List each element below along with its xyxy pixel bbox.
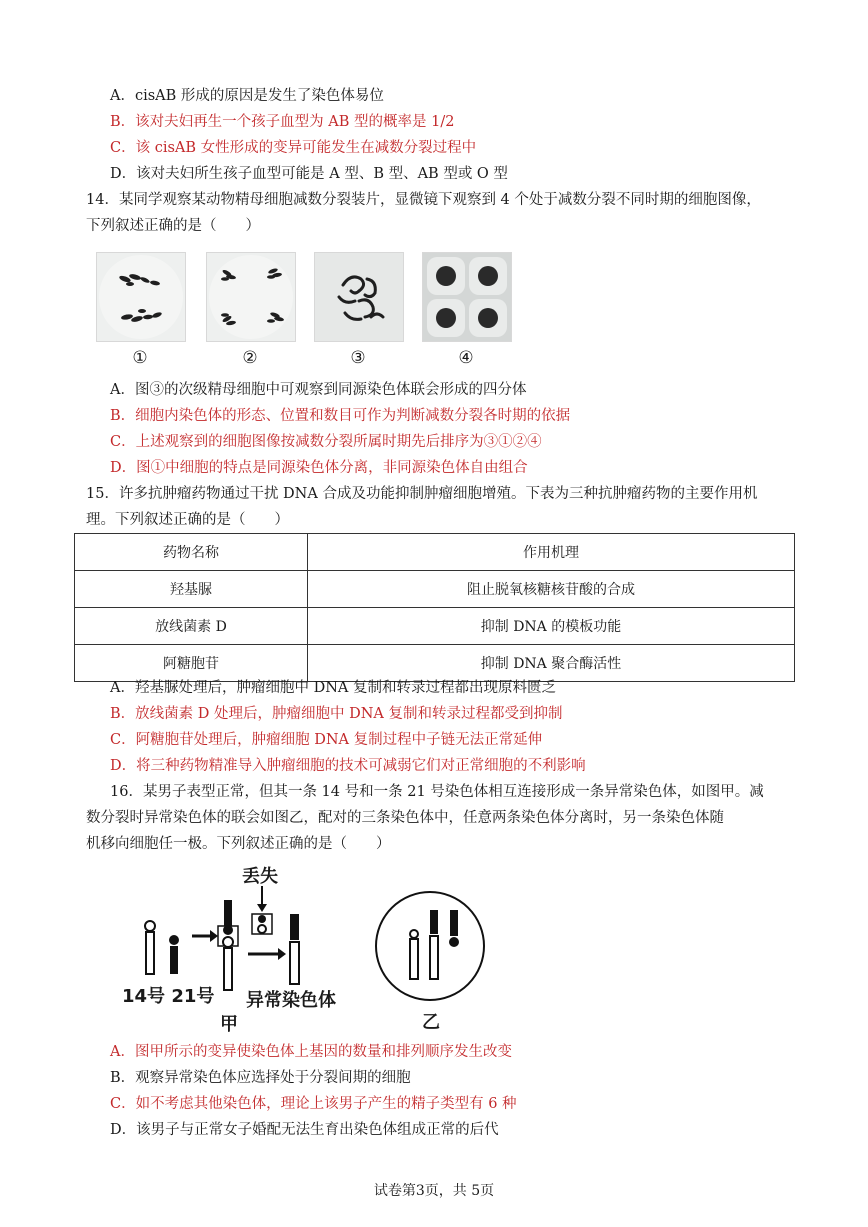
q16-stem-line2: 数分裂时异常染色体的联会如图乙，配对的三条染色体中，任意两条染色体分离时，另一条染色体随 xyxy=(86,810,724,826)
q15-option-a: A．羟基脲处理后，肿瘤细胞中 DNA 复制和转录过程都出现原料匮乏 xyxy=(110,680,556,696)
q14-stem-line1: 14．某同学观察某动物精母细胞减数分裂装片，显微镜下观察到 4 个处于减数分裂不同时期的细胞图像， xyxy=(86,192,761,208)
q16-stem-line3: 机移向细胞任一极。下列叙述正确的是（ ） xyxy=(86,836,391,852)
q14-micrographs xyxy=(96,252,516,372)
q16-chromosome-diagram xyxy=(110,862,510,1035)
figure-label-2: ② xyxy=(242,348,258,368)
label-jia: 甲 xyxy=(220,1014,238,1035)
figure-label-3: ③ xyxy=(350,348,366,368)
q16-option-d: D．该男子与正常女子婚配无法生育出染色体组成正常的后代 xyxy=(110,1122,499,1138)
q16-option-a: A．图甲所示的变异使染色体上基因的数量和排列顺序发生改变 xyxy=(110,1044,512,1060)
q14-option-a: A．图③的次级精母细胞中可观察到同源染色体联会形成的四分体 xyxy=(110,382,527,398)
label-lost: 丢失 xyxy=(242,866,278,887)
q15-stem-line1: 15．许多抗肿瘤药物通过干扰 DNA 合成及功能抑制肿瘤细胞增殖。下表为三种抗肿瘤药物的主要作用机 xyxy=(86,486,758,502)
micrograph-4 xyxy=(422,252,512,342)
figure-label-4: ④ xyxy=(458,348,474,368)
q13-option-d: D．该对夫妇所生孩子血型可能是 A 型、B 型、AB 型或 O 型 xyxy=(110,166,508,182)
figure-label-1: ① xyxy=(132,348,148,368)
q14-option-d: D．图①中细胞的特点是同源染色体分离，非同源染色体自由组合 xyxy=(110,460,528,476)
q13-option-a: A．cisAB 形成的原因是发生了染色体易位 xyxy=(110,88,384,104)
table-header: 药物名称 xyxy=(75,534,308,571)
drug-table xyxy=(74,533,795,682)
table-header: 作用机理 xyxy=(308,534,795,571)
table-cell: 抑制 DNA 聚合酶活性 xyxy=(308,645,795,682)
q16-stem-line1: 16．某男子表型正常，但其一条 14 号和一条 21 号染色体相互连接形成一条异常染色体，如图甲。减 xyxy=(110,784,764,800)
q15-option-b: B．放线菌素 D 处理后，肿瘤细胞中 DNA 复制和转录过程都受到抑制 xyxy=(110,706,563,722)
table-row xyxy=(75,608,795,645)
q16-option-c: C．如不考虑其他染色体，理论上该男子产生的精子类型有 6 种 xyxy=(110,1096,517,1112)
table-cell: 抑制 DNA 的模板功能 xyxy=(308,608,795,645)
q16-option-b: B．观察异常染色体应选择处于分裂间期的细胞 xyxy=(110,1070,411,1086)
label-14-21: 14号 21号 xyxy=(122,986,215,1007)
q14-stem-line2: 下列叙述正确的是（ ） xyxy=(86,218,260,234)
q13-option-b: B．该对夫妇再生一个孩子血型为 AB 型的概率是 1/2 xyxy=(110,114,455,130)
label-abnormal-chromosome: 异常染色体 xyxy=(246,990,336,1011)
micrograph-1 xyxy=(96,252,186,342)
table-cell: 放线菌素 D xyxy=(75,608,308,645)
table-row xyxy=(75,645,795,682)
table-header-row xyxy=(75,534,795,571)
table-cell: 羟基脲 xyxy=(75,571,308,608)
q14-option-b: B．细胞内染色体的形态、位置和数目可作为判断减数分裂各时期的依据 xyxy=(110,408,571,424)
q15-option-d: D．将三种药物精准导入肿瘤细胞的技术可减弱它们对正常细胞的不利影响 xyxy=(110,758,586,774)
label-yi: 乙 xyxy=(422,1012,440,1033)
table-cell: 阻止脱氧核糖核苷酸的合成 xyxy=(308,571,795,608)
table-row xyxy=(75,571,795,608)
q13-option-c: C．该 cisAB 女性形成的变异可能发生在减数分裂过程中 xyxy=(110,140,477,156)
micrograph-2 xyxy=(206,252,296,342)
q15-stem-line2: 理。下列叙述正确的是（ ） xyxy=(86,512,289,528)
table-cell: 阿糖胞苷 xyxy=(75,645,308,682)
page-footer: 试卷第3页，共 5页 xyxy=(373,1183,495,1199)
q14-option-c: C．上述观察到的细胞图像按减数分裂所属时期先后排序为③①②④ xyxy=(110,434,542,450)
q15-option-c: C．阿糖胞苷处理后，肿瘤细胞 DNA 复制过程中子链无法正常延伸 xyxy=(110,732,543,748)
micrograph-3 xyxy=(314,252,404,342)
